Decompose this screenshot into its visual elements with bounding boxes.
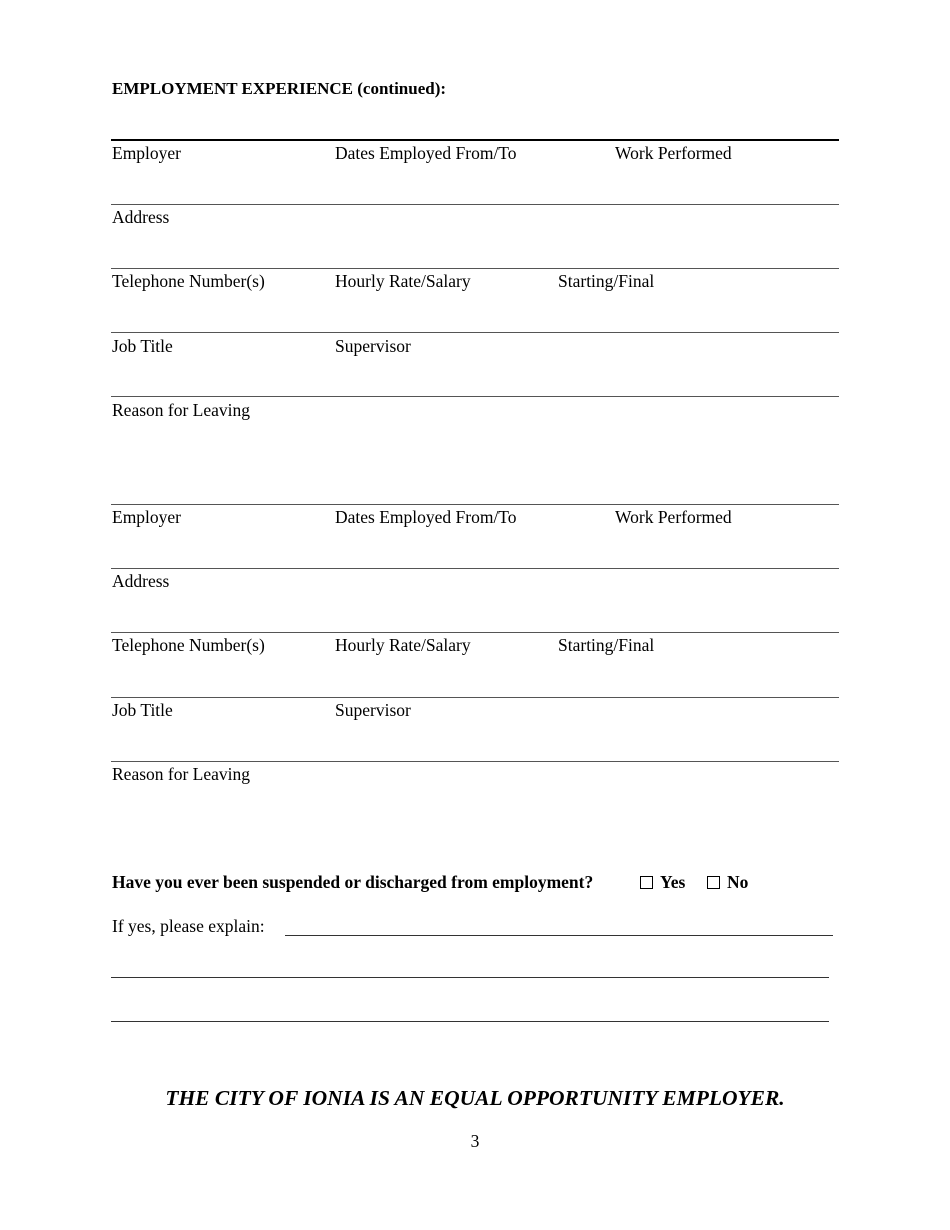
supervisor-label: Supervisor — [335, 700, 411, 720]
job-title-1-line[interactable] — [111, 332, 839, 333]
reason-for-leaving-label: Reason for Leaving — [112, 400, 251, 420]
no-option[interactable] — [707, 872, 748, 892]
phone-2-line[interactable] — [111, 632, 839, 633]
explain-line-1[interactable] — [285, 935, 833, 936]
supervisor-label: Supervisor — [335, 336, 411, 356]
work-performed-label: Work Performed — [615, 143, 732, 163]
suspended-question: Have you ever been suspended or discharged from employment? — [112, 872, 594, 892]
employer-1-line[interactable] — [111, 139, 839, 141]
reason-2-line[interactable] — [111, 761, 839, 762]
hourly-rate-label: Hourly Rate/Salary — [335, 271, 471, 291]
telephone-label: Telephone Number(s) — [112, 635, 265, 655]
explain-label: If yes, please explain: — [112, 916, 265, 936]
work-performed-label: Work Performed — [615, 507, 732, 527]
employer-2-line[interactable] — [111, 504, 839, 505]
no-label: No — [727, 872, 749, 892]
job-title-label: Job Title — [112, 336, 173, 356]
page-number: 3 — [470, 1131, 480, 1151]
starting-final-label: Starting/Final — [558, 635, 655, 655]
explain-line-3[interactable] — [111, 1021, 829, 1022]
phone-1-line[interactable] — [111, 268, 839, 269]
telephone-label: Telephone Number(s) — [112, 271, 265, 291]
yes-option[interactable] — [640, 872, 685, 892]
equal-opportunity-statement: THE CITY OF IONIA IS AN EQUAL OPPORTUNITY EMPLOYER. — [165, 1086, 785, 1110]
address-2-line[interactable] — [111, 568, 839, 569]
job-title-label: Job Title — [112, 700, 173, 720]
reason-1-line[interactable] — [111, 396, 839, 397]
job-title-2-line[interactable] — [111, 697, 839, 698]
explain-line-2[interactable] — [111, 977, 829, 978]
dates-employed-label: Dates Employed From/To — [335, 143, 517, 163]
employer-label: Employer — [112, 507, 182, 527]
hourly-rate-label: Hourly Rate/Salary — [335, 635, 471, 655]
dates-employed-label: Dates Employed From/To — [335, 507, 517, 527]
yes-label: Yes — [660, 872, 686, 892]
employer-label: Employer — [112, 143, 182, 163]
address-label: Address — [112, 207, 170, 227]
no-checkbox[interactable] — [707, 876, 720, 889]
reason-for-leaving-label: Reason for Leaving — [112, 764, 251, 784]
section-heading: EMPLOYMENT EXPERIENCE (continued): — [112, 79, 447, 98]
address-1-line[interactable] — [111, 204, 839, 205]
address-label: Address — [112, 571, 170, 591]
starting-final-label: Starting/Final — [558, 271, 655, 291]
yes-checkbox[interactable] — [640, 876, 653, 889]
